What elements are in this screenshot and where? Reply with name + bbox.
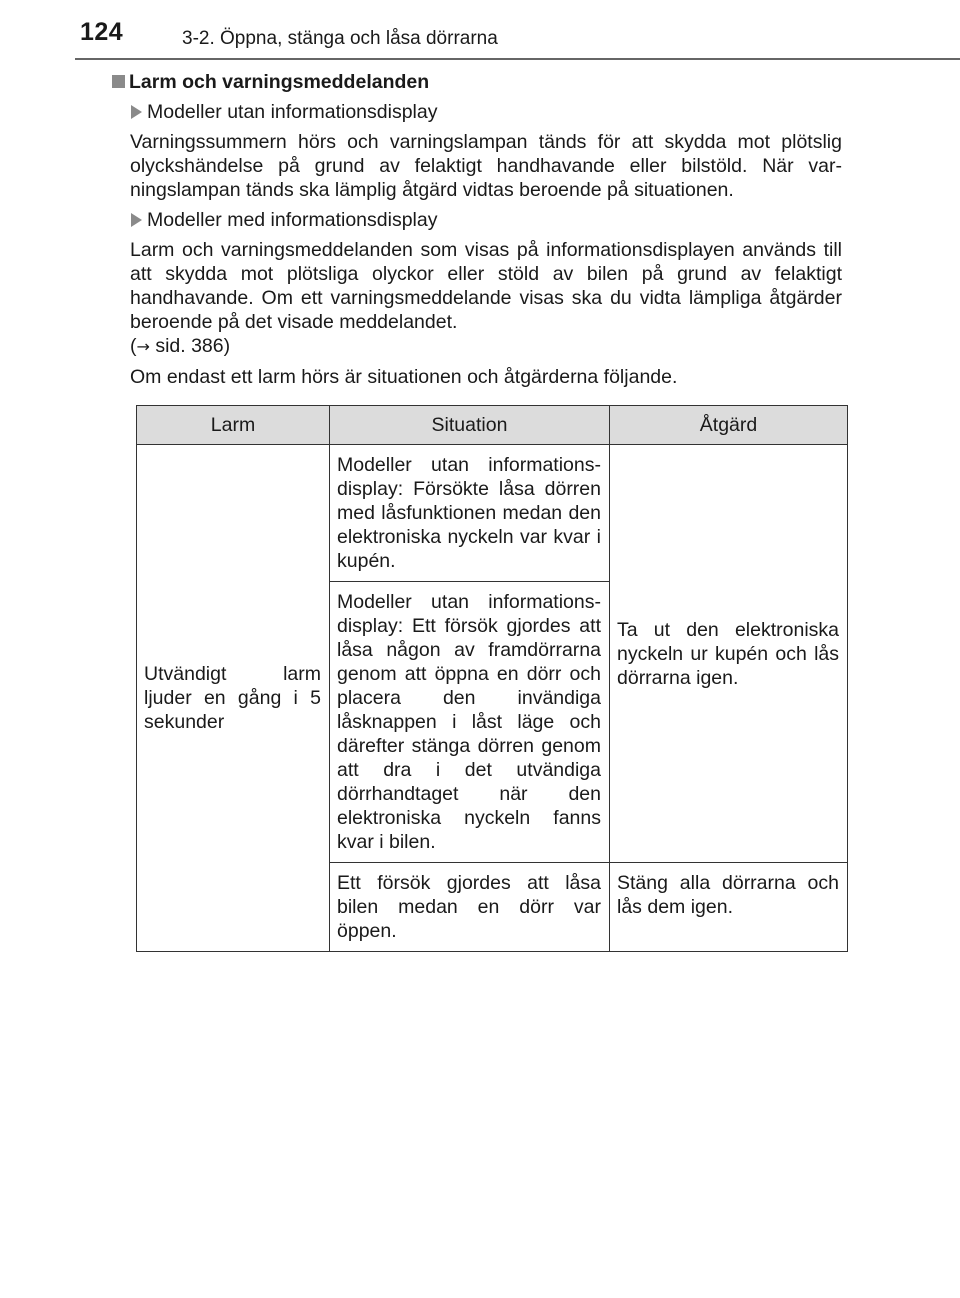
subheading-label: Modeller utan informationsdisplay <box>147 101 438 123</box>
situation-cell-2: Modeller utan informationsdisplay: Ett försök gjordes att låsa någon av framdörrarna genom att öppna en dörr och placera den invändiga låsknappen i låst läge och därefter stänga dörren genom att dra i det utvändiga dörrhandtaget när den elektroniska nyckeln fanns kvar i bilen. <box>330 582 610 863</box>
alarm-cell: Utvändigt larm ljuder en gång i 5 sekunder <box>137 445 330 952</box>
table-row <box>137 445 848 582</box>
subheading-without-display <box>130 100 842 124</box>
square-icon <box>112 75 125 88</box>
alarm-table <box>136 405 848 952</box>
situation-cell-3: Ett försök gjordes att låsa bilen medan en dörr var öppen. <box>330 863 610 952</box>
header-situation: Situation <box>330 406 610 445</box>
subheading-with-display <box>130 208 842 232</box>
section-title: Larm och varningsmeddelanden <box>129 71 430 93</box>
header-action: Åtgärd <box>610 406 848 445</box>
section-heading <box>112 70 842 94</box>
chapter-title: 3-2. Öppna, stänga och låsa dörrarna <box>182 28 498 49</box>
header-rule <box>75 58 960 60</box>
paragraph-with-display: Larm och varningsmeddelanden som visas på informationsdisplayen används till att skydda mot plötsliga olyckor eller stöld av bilen på grund av felaktigt handhavande. Om ett varningsmeddelande visas ska du vidta lämpliga åtgärder beroende på det visade meddelandet. <box>130 239 842 333</box>
triangle-icon <box>131 213 142 227</box>
action-cell-3: Stäng alla dörrarna och lås dem igen. <box>610 863 848 952</box>
paragraph-without-display: Varningssummern hörs och varningslampan tänds för att skydda mot plötslig olyckshändelse på grund av felaktigt handhavande eller bilstöld. När varningslampan tänds ska lämplig åtgärd vidtas beroende på situationen. <box>130 131 842 201</box>
triangle-icon <box>131 105 142 119</box>
header-alarm: Larm <box>137 406 330 445</box>
reference-open: ( <box>130 335 137 357</box>
page-header <box>0 0 960 60</box>
subheading-label: Modeller med informationsdisplay <box>147 209 438 231</box>
paragraph-closing: Om endast ett larm hörs är situationen och åtgärderna följande. <box>130 366 678 388</box>
action-cell-1: Ta ut den elektroniska nyckeln ur kupén och lås dörrarna igen. <box>610 445 848 863</box>
situation-cell-1: Modeller utan informationsdisplay: Försökte låsa dörren med låsfunktionen medan den elektroniska nyckeln var kvar i kupén. <box>330 445 610 582</box>
page-reference <box>130 334 842 359</box>
content <box>112 70 842 389</box>
reference-text: sid. 386) <box>149 335 231 357</box>
page-number: 124 <box>80 18 124 46</box>
arrow-icon: → <box>136 337 150 356</box>
table-header-row <box>137 406 848 445</box>
